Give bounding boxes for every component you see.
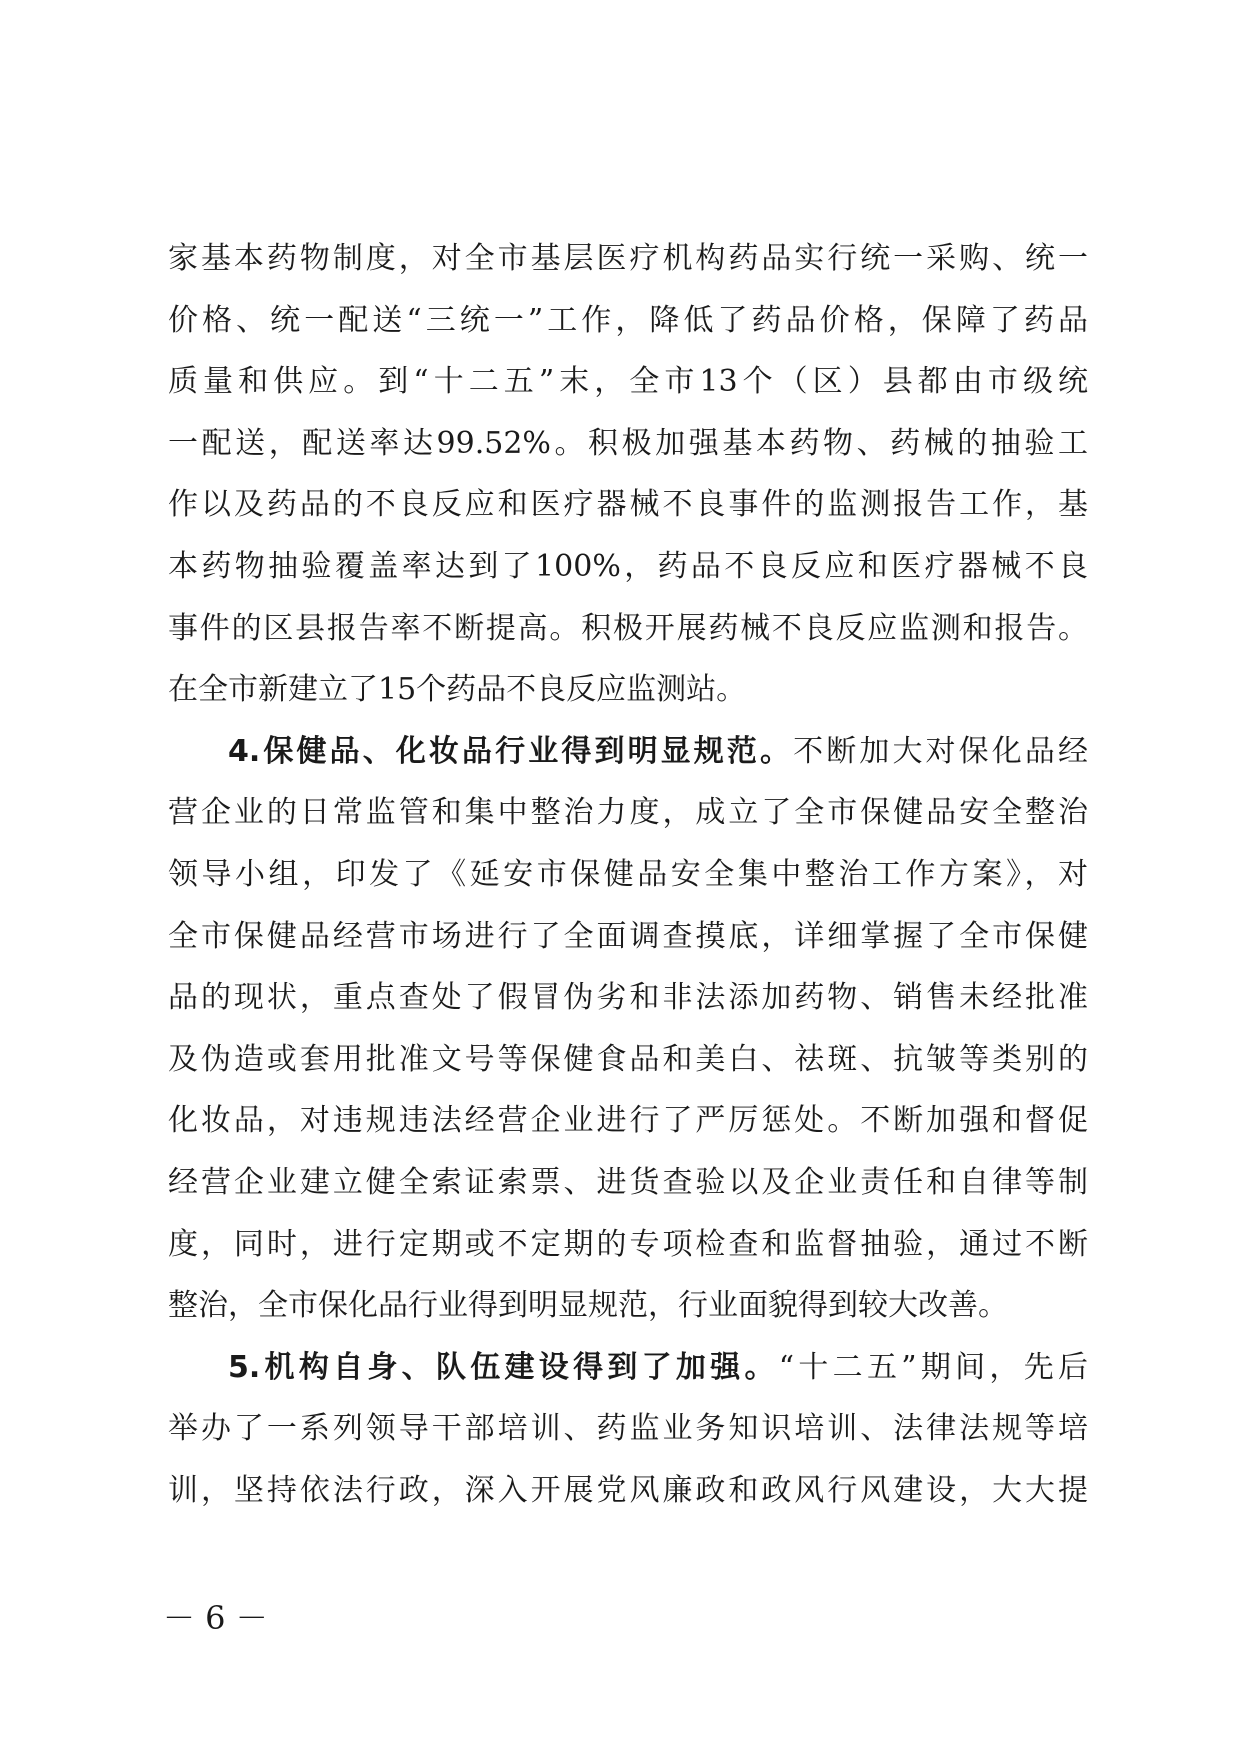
paragraph-b-line-6: 及伪造或套用批准文号等保健食品和美白、祛斑、抗皱等类别的 bbox=[168, 1041, 1088, 1077]
paragraph-b-line-7: 化妆品，对违规违法经营企业进行了严厉惩处。不断加强和督促 bbox=[168, 1103, 1088, 1139]
paragraph-b-line-8: 经营企业建立健全索证索票、进货查验以及企业责任和自律等制 bbox=[168, 1164, 1088, 1200]
paragraph-b-line-10: 整治，全市保化品行业得到明显规范，行业面貌得到较大改善。 bbox=[168, 1288, 1008, 1324]
section-4-heading: 4.保健品、化妆品行业得到明显规范。 bbox=[228, 733, 794, 769]
body-text bbox=[168, 228, 1088, 1521]
paragraph-b-line-9: 度，同时，进行定期或不定期的专项检查和监督抽验，通过不断 bbox=[168, 1226, 1088, 1262]
paragraph-b-first-line-text: 不断加大对保化品经 bbox=[793, 733, 1088, 769]
paragraph-a-line-1: 家基本药物制度，对全市基层医疗机构药品实行统一采购、统一 bbox=[168, 241, 1088, 276]
paragraph-a-line-8: 在全市新建立了15个药品不良反应监测站。 bbox=[168, 672, 747, 708]
paragraph-b-line-3: 领导小组，印发了《延安市保健品安全集中整治工作方案》，对 bbox=[168, 856, 1088, 892]
paragraph-c-line-1 bbox=[168, 1337, 1088, 1399]
paragraph-a-line-4: 一配送，配送率达99.52%。积极加强基本药物、药械的抽验工 bbox=[168, 425, 1088, 461]
paragraph-a-line-6: 本药物抽验覆盖率达到了100%，药品不良反应和医疗器械不良 bbox=[168, 548, 1088, 584]
paragraph-b-line-2: 营企业的日常监管和集中整治力度，成立了全市保健品安全整治 bbox=[168, 795, 1088, 831]
paragraph-a-line-5: 作以及药品的不良反应和医疗器械不良事件的监测报告工作，基 bbox=[168, 487, 1088, 523]
paragraph-b-line-5: 品的现状，重点查处了假冒伪劣和非法添加药物、销售未经批准 bbox=[168, 980, 1088, 1016]
paragraph-c-first-line-text: “十二五”期间，先后 bbox=[778, 1349, 1088, 1385]
page-number: － 6 － bbox=[163, 1599, 268, 1637]
paragraph-b-line-4: 全市保健品经营市场进行了全面调查摸底，详细掌握了全市保健 bbox=[168, 918, 1088, 954]
paragraph-a-line-7: 事件的区县报告率不断提高。积极开展药械不良反应监测和报告。 bbox=[168, 610, 1088, 646]
paragraph-a-line-3: 质量和供应。到“十二五”末，全市13个（区）县都由市级统 bbox=[168, 364, 1088, 400]
paragraph-c-line-3: 训，坚持依法行政，深入开展党风廉政和政风行风建设，大大提 bbox=[168, 1472, 1088, 1508]
section-5-heading: 5.机构自身、队伍建设得到了加强。 bbox=[228, 1349, 779, 1385]
paragraph-b-line-1 bbox=[168, 721, 1088, 783]
paragraph-a-line-2: 价格、统一配送“三统一”工作，降低了药品价格，保障了药品 bbox=[168, 302, 1088, 338]
paragraph-c-line-2: 举办了一系列领导干部培训、药监业务知识培训、法律法规等培 bbox=[168, 1411, 1088, 1447]
